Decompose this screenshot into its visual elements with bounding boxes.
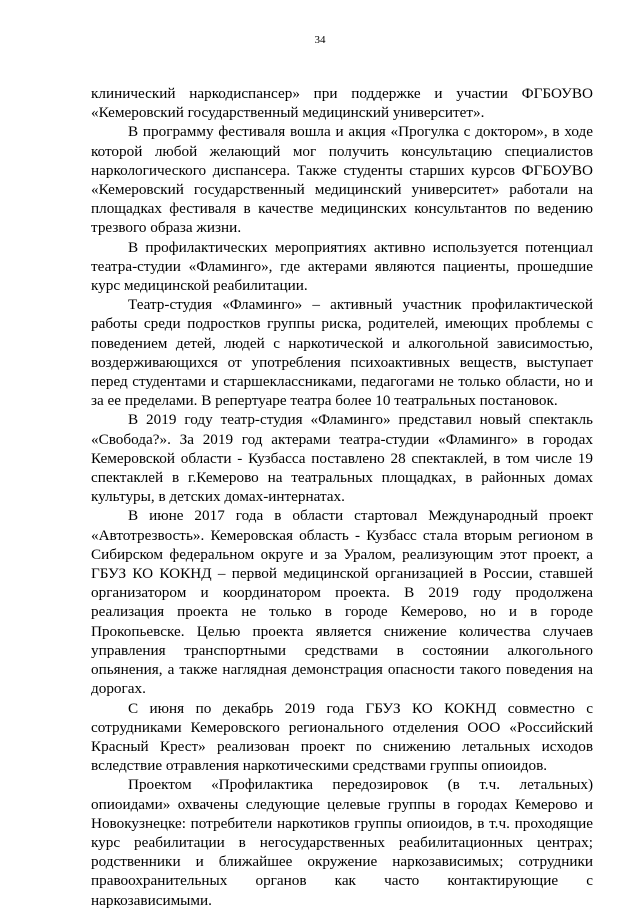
paragraph-8: Проектом «Профилактика передозировок (в т.ч. летальных) опиоидами» охвачены следующие целевые группы в городах Кемерово и Новокузнецке: потребители наркотиков группы опиоидов, в т.ч. проходящие курс реабилитации в негосударственных реабилитационных центрах; родственники и ближайшее окружение наркозависимых; сотрудники правоохранительных органов как часто контактирующие с наркозависимыми. <box>91 776 593 909</box>
page-number: 34 <box>314 34 326 46</box>
paragraph-2: В программу фестиваля вошла и акция «Прогулка с доктором», в ходе которой любой желающий мог получить консультацию специалистов наркологического диспансера. Также студенты старших курсов ФГБОУВО «Кемеровский государственный медицинский университет» работали на площадках фестиваля в качестве медицинских консультантов по ведению трезвого образа жизни. <box>91 123 593 237</box>
paragraph-3: В профилактических мероприятиях активно используется потенциал театра-студии «Фламинго», где актерами являются пациенты, прошедшие курс медицинской реабилитации. <box>91 238 593 295</box>
body-text <box>91 84 593 910</box>
paragraph-5: В 2019 году театр-студия «Фламинго» представил новый спектакль «Свобода?». За 2019 год актерами театра-студии «Фламинго» в городах Кемеровской области - Кузбасса поставлено 28 спектаклей, в том числе 19 спектаклей в г.Кемерово на театральных площадках, в районных домах культуры, в детских домах-интернатах. <box>91 411 593 506</box>
paragraph-6: В июне 2017 года в области стартовал Международный проект «Автотрезвость». Кемеровская область - Кузбасс стала вторым регионом в Сибирском федеральном округе и за Уралом, реализующим этот проект, а ГБУЗ КО КОКНД – первой медицинской организацией в России, ставшей организатором и координатором проекта. В 2019 году продолжена реализация проекта не только в городе Кемерово, но и в городе Прокопьевске. Целью проекта является снижение количества случаев управления транспортными средствами в состоянии алкогольного опьянения, а также наглядная демонстрация опасности такого поведения на дорогах. <box>91 507 593 698</box>
paragraph-7: С июня по декабрь 2019 года ГБУЗ КО КОКНД совместно с сотрудниками Кемеровского регионального отделения ООО «Российский Красный Крест» реализован проект по снижению летальных исходов вследствие отравления наркотическими средствами группы опиоидов. <box>91 699 593 775</box>
paragraph-4: Театр-студия «Фламинго» – активный участник профилактической работы среди подростков группы риска, родителей, имеющих проблемы с поведением детей, людей с наркотической и алкогольной зависимостью, воздерживающихся от употребления психоактивных веществ, выступает перед студентами и старшеклассниками, педагогами не только области, но и за ее пределами. В репертуаре театра более 10 театральных постановок. <box>91 296 593 410</box>
paragraph-1: клинический наркодиспансер» при поддержке и участии ФГБОУВО «Кемеровский государственный медицинский университет». <box>91 85 593 122</box>
